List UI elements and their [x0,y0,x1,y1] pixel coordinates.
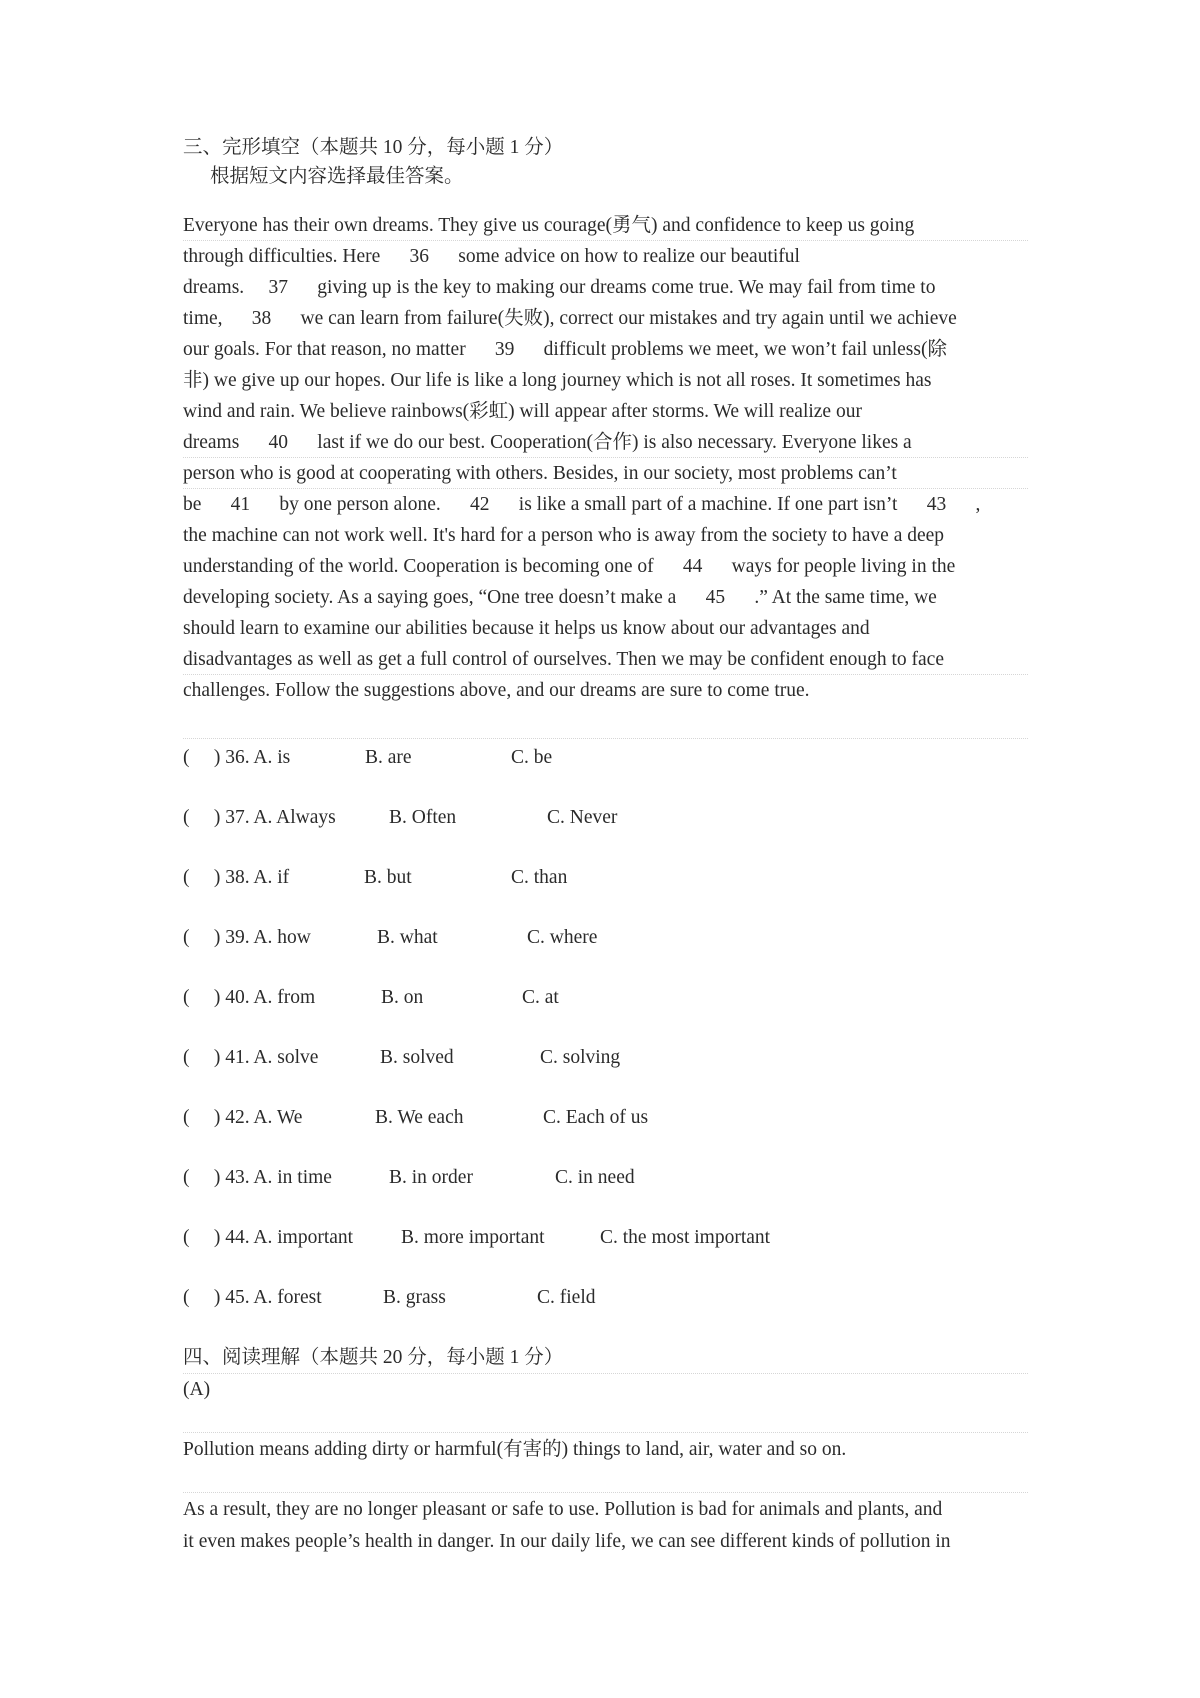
question-option-b[interactable]: B. grass [383,1287,446,1308]
question-option-a[interactable]: ( ) 43. A. in time [183,1167,332,1188]
passage-line: challenges. Follow the suggestions above, and our dreams are sure to come true. [183,680,810,701]
question-option-c[interactable]: C. Never [547,807,618,828]
passage-line: through difficulties. Here 36 some advice on how to realize our beautiful [183,246,800,267]
question-option-b[interactable]: B. solved [380,1047,454,1068]
passage-line: dreams. 37 giving up is the key to making our dreams come true. We may fail from time to [183,277,936,298]
question-option-c[interactable]: C. be [511,747,553,768]
section4-heading: 四、阅读理解（本题共 20 分，每小题 1 分） [183,1347,564,1368]
section3-heading: 三、完形填空（本题共 10 分，每小题 1 分） [183,137,564,158]
dotted-rule [183,738,1028,739]
passage-line: dreams 40 last if we do our best. Cooperation(合作) is also necessary. Everyone likes a [183,432,912,453]
question-option-c[interactable]: C. in need [555,1167,635,1188]
question-option-a[interactable]: ( ) 41. A. solve [183,1047,319,1068]
passage-line: Everyone has their own dreams. They give us courage(勇气) and confidence to keep us going [183,215,915,236]
passage-line: our goals. For that reason, no matter 39 difficult problems we meet, we won’t fail unless(除 [183,339,947,360]
question-option-a[interactable]: ( ) 40. A. from [183,987,316,1008]
passage-line: should learn to examine our abilities because it helps us know about our advantages and [183,618,870,639]
question-option-c[interactable]: C. solving [540,1047,621,1068]
passage-line: time, 38 we can learn from failure(失败), correct our mistakes and try again until we achieve [183,308,957,329]
question-option-b[interactable]: B. what [377,927,438,948]
question-option-b[interactable]: B. We each [375,1107,464,1128]
passage-line: developing society. As a saying goes, “One tree doesn’t make a 45 .” At the same time, we [183,587,937,608]
dotted-rule [183,674,1028,675]
passage-line: the machine can not work well. It's hard for a person who is away from the society to have a deep [183,525,945,546]
question-option-b[interactable]: B. are [365,747,412,768]
passage-line: understanding of the world. Cooperation is becoming one of 44 ways for people living in the [183,556,956,577]
dotted-rule [183,240,1028,241]
question-option-a[interactable]: ( ) 39. A. how [183,927,311,948]
question-option-c[interactable]: C. field [537,1287,596,1308]
question-option-a[interactable]: ( ) 44. A. important [183,1227,354,1248]
question-option-c[interactable]: C. at [522,987,559,1008]
question-option-b[interactable]: B. more important [401,1227,545,1248]
question-option-c[interactable]: C. than [511,867,568,888]
dotted-rule [183,457,1028,458]
passage-line: be 41 by one person alone. 42 is like a small part of a machine. If one part isn’t 43 , [183,494,981,515]
passage-line: 非) we give up our hopes. Our life is like a long journey which is not all roses. It sometimes has [183,370,932,391]
question-option-b[interactable]: B. in order [389,1167,473,1188]
question-option-c[interactable]: C. where [527,927,598,948]
section4-part-label: (A) [183,1379,211,1400]
question-option-b[interactable]: B. but [364,867,412,888]
passage-line: person who is good at cooperating with others. Besides, in our society, most problems can’t [183,463,897,484]
question-option-a[interactable]: ( ) 36. A. is [183,747,291,768]
question-option-c[interactable]: C. Each of us [543,1107,649,1128]
passage-line: disadvantages as well as get a full control of ourselves. Then we may be confident enough to face [183,649,944,670]
dotted-rule [183,1373,1028,1374]
dotted-rule [183,1432,1028,1433]
question-option-a[interactable]: ( ) 45. A. forest [183,1287,322,1308]
question-option-b[interactable]: B. on [381,987,424,1008]
question-option-a[interactable]: ( ) 42. A. We [183,1107,303,1128]
reading-paragraph: As a result, they are no longer pleasant or safe to use. Pollution is bad for animals and plants, and [183,1499,943,1520]
reading-paragraph: it even makes people’s health in danger. In our daily life, we can see different kinds of pollution in [183,1531,951,1552]
question-option-a[interactable]: ( ) 38. A. if [183,867,290,888]
passage-line: wind and rain. We believe rainbows(彩虹) will appear after storms. We will realize our [183,401,862,422]
reading-paragraph: Pollution means adding dirty or harmful(有害的) things to land, air, water and so on. [183,1439,847,1460]
dotted-rule [183,1492,1028,1493]
section3-instruction: 根据短文内容选择最佳答案。 [210,166,464,187]
dotted-rule [183,488,1028,489]
question-option-b[interactable]: B. Often [389,807,457,828]
question-option-c[interactable]: C. the most important [600,1227,771,1248]
question-option-a[interactable]: ( ) 37. A. Always [183,807,336,828]
